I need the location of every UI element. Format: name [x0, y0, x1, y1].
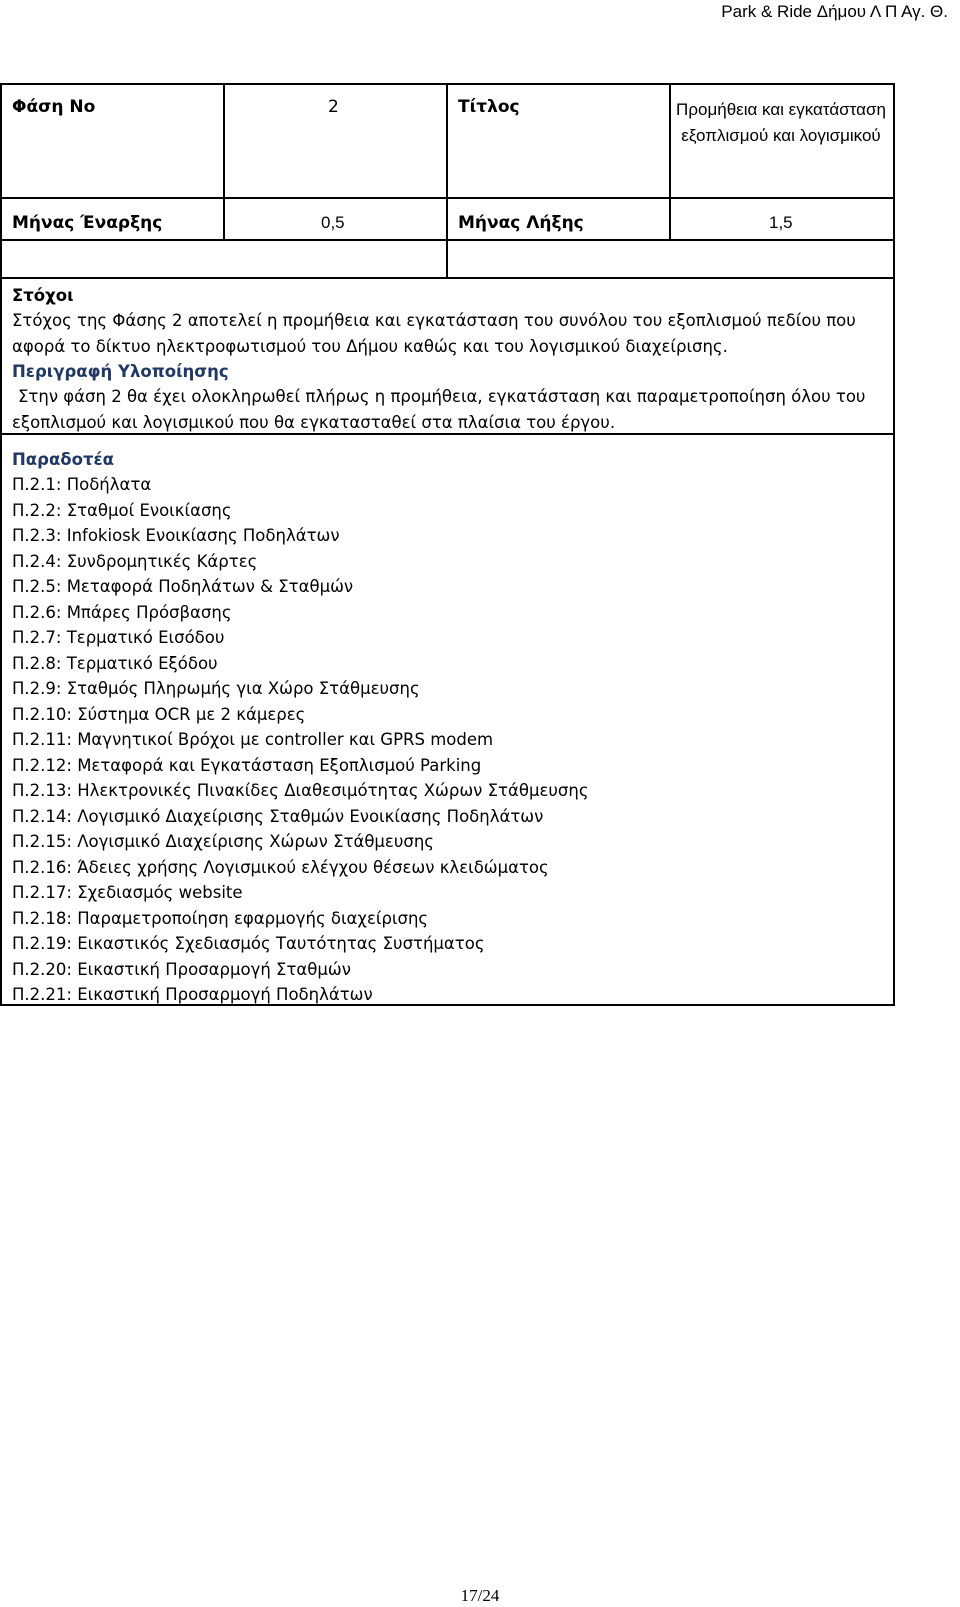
list-item: Π.2.19: Εικαστικός Σχεδιασμός Ταυτότητας Συστήματος: [12, 934, 485, 953]
table-border-left: [0, 83, 2, 1006]
list-item: Π.2.21: Εικαστική Προσαρμογή Ποδηλάτων: [12, 985, 373, 1004]
start-month-label: Μήνας Έναρξης: [12, 213, 163, 233]
list-item: Π.2.3: Infokiosk Ενοικίασης Ποδηλάτων: [12, 526, 340, 545]
title-label: Τίτλος: [458, 97, 520, 117]
list-item: Π.2.12: Μεταφορά και Εγκατάσταση Εξοπλισμού Parking: [12, 755, 482, 775]
list-item: Π.2.17: Σχεδιασμός website: [12, 883, 243, 902]
goals-section: [12, 283, 887, 435]
col-divider: [446, 83, 448, 279]
list-item: Π.2.14: Λογισμικό Διαχείρισης Σταθμών Ενοικίασης Ποδηλάτων: [12, 806, 544, 826]
goals-heading: Στόχοι: [12, 286, 74, 305]
list-item: Π.2.13: Ηλεκτρονικές Πινακίδες Διαθεσιμότητας Χώρων Στάθμευσης: [12, 781, 589, 800]
title-value: Προμήθεια και εγκατάσταση εξοπλισμού και λογισμικού: [676, 100, 886, 145]
deliverables-heading: Παραδοτέα: [12, 450, 115, 469]
list-item: Π.2.18: Παραμετροποίηση εφαρμογής διαχείρισης: [12, 908, 429, 928]
deliverables-list: [12, 472, 887, 1008]
list-item: Π.2.2: Σταθμοί Ενοικίασης: [12, 500, 232, 520]
list-item: Π.2.20: Εικαστική Προσαρμογή Σταθμών: [12, 959, 351, 979]
list-item: Π.2.11: Μαγνητικοί Βρόχοι με controller και GPRS modem: [12, 730, 494, 749]
implementation-text: Στην φάση 2 θα έχει ολοκληρωθεί πλήρως η προμήθεια, εγκατάσταση και παραμετροποίηση όλου του εξοπλισμού και λογισμικού που θα εγκατασταθεί στα πλαίσια του έργου.: [12, 387, 866, 432]
goals-text: Στόχος της Φάσης 2 αποτελεί η προμήθεια και εγκατάσταση του συνόλου του εξοπλισμού πεδίου που αφορά το δίκτυο ηλεκτροφωτισμού του Δήμου καθώς και του λογισμικού διαχείρισης.: [12, 311, 856, 356]
col-divider: [669, 83, 671, 241]
running-header: Park & Ride Δήμου Λ Π Αγ. Θ.: [721, 2, 948, 21]
page-number: 17/24: [460, 1586, 500, 1605]
list-item: Π.2.7: Τερματικό Εισόδου: [12, 628, 225, 647]
deliverables-section: [12, 447, 887, 1008]
list-item: Π.2.6: Μπάρες Πρόσβασης: [12, 602, 232, 622]
list-item: Π.2.9: Σταθμός Πληρωμής για Χώρο Στάθμευσης: [12, 679, 420, 698]
phase-no-value: 2: [328, 97, 339, 117]
implementation-heading: Περιγραφή Υλοποίησης: [12, 362, 229, 381]
table-border-right: [893, 83, 895, 1006]
list-item: Π.2.15: Λογισμικό Διαχείρισης Χώρων Στάθμευσης: [12, 832, 434, 851]
list-item: Π.2.10: Σύστημα OCR με 2 κάμερες: [12, 704, 306, 724]
list-item: Π.2.16: Άδειες χρήσης Λογισμικού ελέγχου θέσεων κλειδώματος: [12, 857, 549, 877]
col-divider: [223, 83, 225, 241]
list-item: Π.2.1: Ποδήλατα: [12, 475, 152, 494]
start-month-value: 0,5: [321, 213, 345, 232]
phase-no-label: Φάση Νο: [12, 97, 96, 117]
list-item: Π.2.5: Μεταφορά Ποδηλάτων & Σταθμών: [12, 577, 354, 596]
end-month-value: 1,5: [769, 213, 793, 232]
list-item: Π.2.4: Συνδρομητικές Κάρτες: [12, 551, 258, 571]
end-month-label: Μήνας Λήξης: [458, 213, 584, 233]
list-item: Π.2.8: Τερματικό Εξόδου: [12, 653, 218, 673]
